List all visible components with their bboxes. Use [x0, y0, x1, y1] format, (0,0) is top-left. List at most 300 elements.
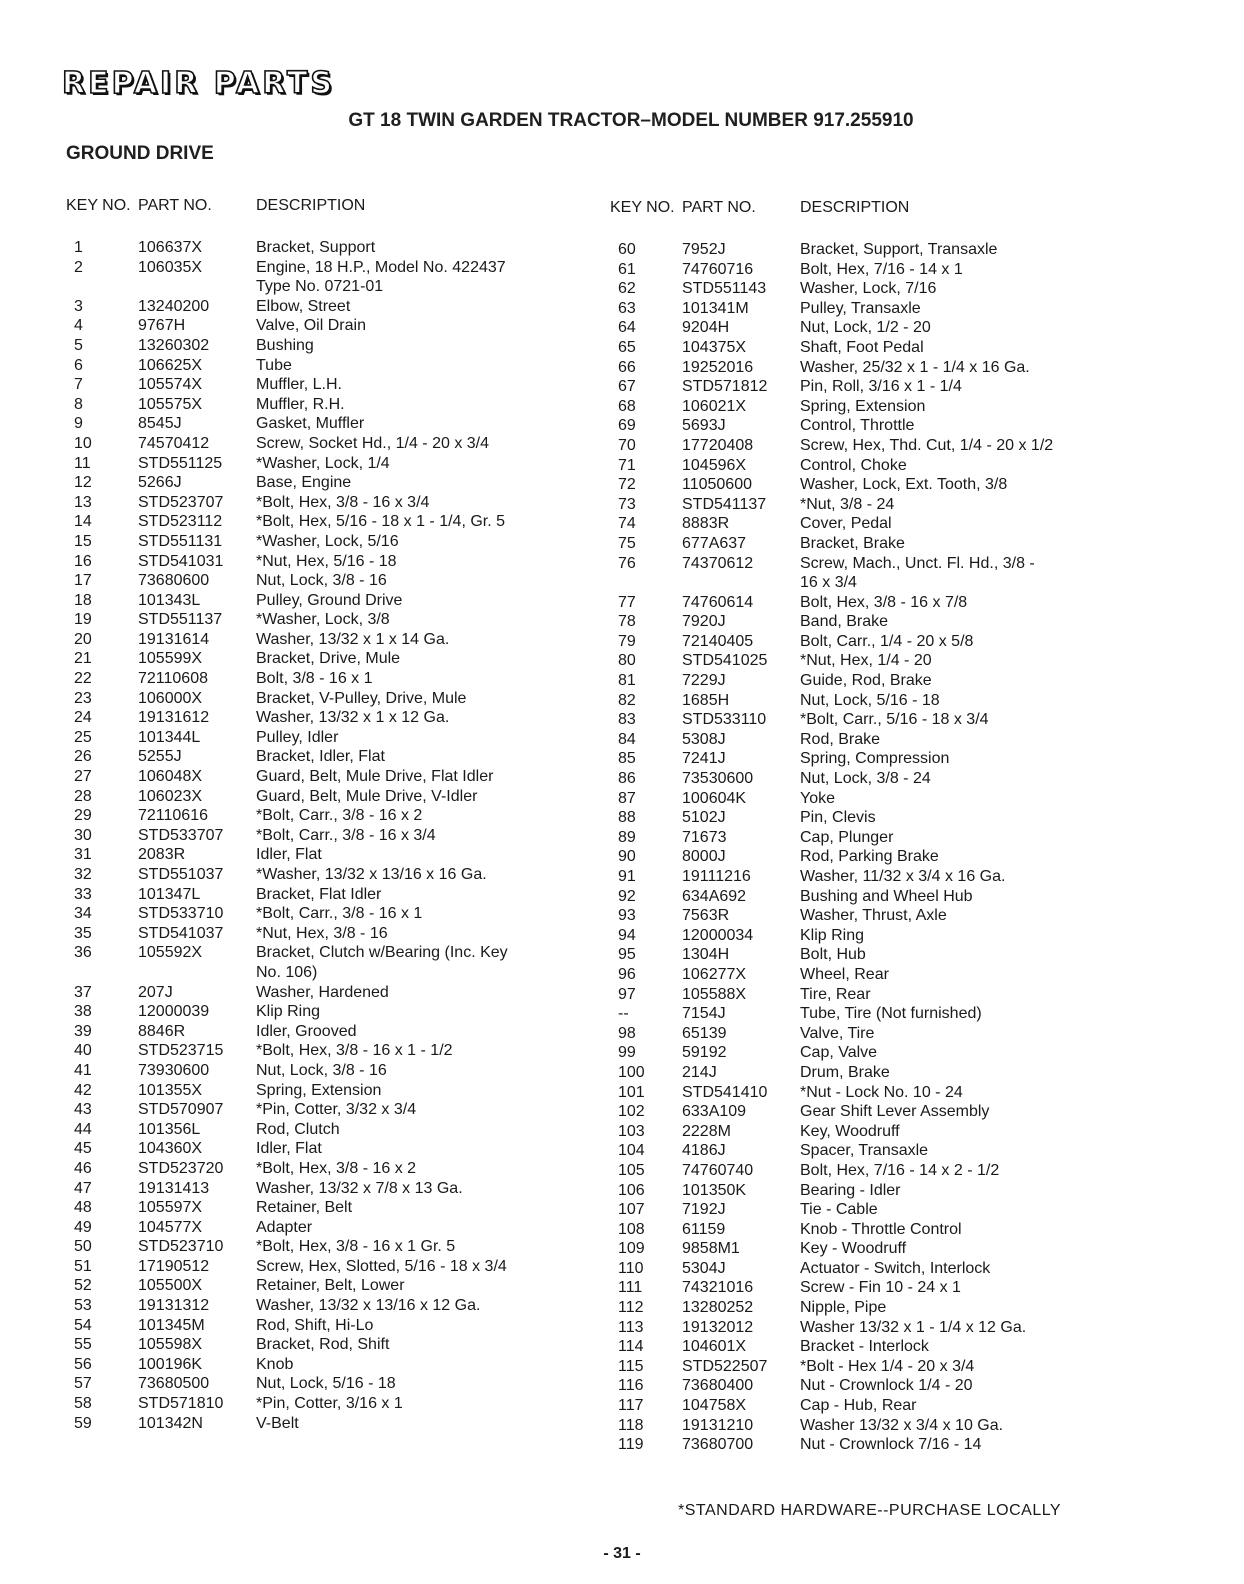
key-no-cell: 40 [74, 1042, 92, 1060]
table-row [610, 534, 1120, 554]
key-no-cell: 13 [74, 493, 92, 511]
table-row [66, 591, 566, 611]
key-no-cell: 111 [618, 1279, 643, 1297]
key-no-cell: 12 [74, 474, 92, 492]
key-no-cell: 110 [618, 1259, 644, 1277]
key-no-cell: 49 [74, 1218, 92, 1236]
part-no-cell: 101343L [138, 591, 201, 609]
description-cell: Spring, Extension [256, 1081, 382, 1099]
table-row [66, 571, 566, 591]
part-no-cell: 677A637 [682, 534, 747, 552]
description-cell: Idler, Grooved [256, 1022, 357, 1040]
parts-table-right [610, 198, 1120, 1455]
part-no-cell: 633A109 [682, 1103, 747, 1121]
key-no-cell: 42 [74, 1081, 92, 1099]
part-no-cell: 106277X [682, 965, 747, 983]
description-cell: *Bolt, Carr., 3/8 - 16 x 1 [256, 905, 423, 923]
key-no-cell: 14 [74, 513, 92, 531]
key-no-cell [610, 573, 680, 593]
key-no-cell: 5 [74, 336, 83, 354]
table-row [66, 806, 566, 826]
description-cell: Bracket, Rod, Shift [256, 1336, 390, 1354]
table-row [66, 1022, 566, 1042]
key-no-cell: 17 [74, 572, 92, 590]
key-no-cell: 63 [618, 299, 636, 317]
table-row [610, 808, 1120, 828]
part-no-cell: 73930600 [138, 1061, 210, 1079]
key-no-cell: 4 [74, 317, 83, 335]
key-no-cell: 101 [618, 1083, 645, 1101]
description-cell: Screw, Hex, Thd. Cut, 1/4 - 20 x 1/2 [800, 436, 1054, 454]
part-no-cell: 8000J [682, 848, 726, 866]
table-row [610, 1063, 1120, 1083]
part-no-cell: STD541025 [682, 652, 768, 670]
table-row [610, 475, 1120, 495]
table-row [66, 963, 566, 983]
key-no-cell: 61 [618, 260, 636, 278]
description-cell: Pulley, Ground Drive [256, 591, 403, 609]
key-no-cell: 18 [74, 591, 92, 609]
description-cell: Nut, Lock, 3/8 - 24 [800, 770, 931, 788]
key-no-cell: 1 [74, 239, 83, 256]
part-no-cell: 73680700 [682, 1436, 754, 1454]
key-no-cell: 59 [74, 1414, 92, 1432]
table-row [66, 1296, 566, 1316]
table-row [610, 1220, 1120, 1240]
part-no-cell: 214J [682, 1063, 717, 1081]
description-cell: Guard, Belt, Mule Drive, Flat Idler [256, 768, 494, 786]
part-no-cell: STD551131 [138, 532, 223, 550]
key-no-cell: 96 [618, 965, 636, 983]
table-row [610, 906, 1120, 926]
description-cell: Guide, Rod, Brake [800, 672, 932, 690]
table-row [66, 1414, 566, 1434]
table-row [610, 554, 1120, 574]
part-no-cell: 11050600 [682, 476, 752, 494]
description-cell: Bracket, Idler, Flat [256, 748, 385, 766]
description-cell: Rod, Clutch [256, 1120, 340, 1138]
description-cell: Screw - Fin 10 - 24 x 1 [800, 1279, 961, 1297]
part-no-cell: 101356L [138, 1120, 201, 1138]
key-no-cell: 51 [74, 1257, 92, 1275]
table-row [610, 416, 1120, 436]
part-no-cell: 72140405 [682, 632, 754, 650]
key-no-cell: 112 [618, 1299, 644, 1317]
table-row [610, 1004, 1120, 1024]
key-no-cell: 90 [618, 848, 636, 866]
description-cell: *Bolt, Hex, 5/16 - 18 x 1 - 1/4, Gr. 5 [256, 513, 506, 531]
table-row [610, 1337, 1120, 1357]
table-row [610, 240, 1120, 260]
part-no-cell: 7192J [682, 1201, 726, 1219]
key-no-cell: 64 [618, 319, 636, 337]
description-cell: Washer, 25/32 x 1 - 1/4 x 16 Ga. [800, 358, 1030, 376]
key-no-cell: 25 [74, 728, 92, 746]
table-row [66, 473, 566, 493]
key-no-cell: 74 [618, 515, 636, 533]
key-no-cell: 36 [74, 944, 92, 962]
table-row [66, 1081, 566, 1101]
description-cell: *Nut, Hex, 1/4 - 20 [800, 652, 932, 670]
description-cell: Retainer, Belt, Lower [256, 1277, 405, 1295]
description-cell: Klip Ring [800, 926, 865, 944]
table-row [610, 1122, 1120, 1142]
parts-table-left [66, 196, 566, 1433]
description-cell: Yoke [800, 789, 835, 807]
key-no-cell: 88 [618, 809, 636, 827]
part-no-cell: 105575X [138, 395, 203, 413]
key-no-cell: 39 [74, 1022, 92, 1040]
description-cell: Key - Woodruff [800, 1240, 907, 1258]
description-cell: Nut, Lock, 1/2 - 20 [800, 319, 931, 337]
description-header: DESCRIPTION [800, 199, 910, 216]
page-number: - 31 - [603, 1545, 641, 1562]
section-heading: GROUND DRIVE [66, 143, 214, 164]
standard-hardware-note: *STANDARD HARDWARE--PURCHASE LOCALLY [678, 1502, 1062, 1519]
description-cell: Nut - Crownlock 7/16 - 14 [800, 1436, 982, 1454]
part-no-cell: 105599X [138, 650, 203, 668]
key-no-cell: 117 [618, 1397, 644, 1415]
part-no-cell: 19131413 [138, 1179, 210, 1197]
table-row [66, 845, 566, 865]
part-no-cell: 12000039 [138, 1003, 210, 1021]
description-cell: Control, Throttle [800, 417, 915, 435]
table-row [66, 1276, 566, 1296]
part-no-cell: 8846R [138, 1022, 186, 1040]
description-cell: Cover, Pedal [800, 515, 892, 533]
key-no-cell: 95 [618, 946, 636, 964]
description-cell: Knob - Throttle Control [800, 1220, 962, 1238]
table-row [66, 493, 566, 513]
part-no-cell: 19252016 [682, 358, 754, 376]
part-no-cell: STD541410 [682, 1083, 768, 1101]
description-cell: Washer 13/32 x 1 - 1/4 x 12 Ga. [800, 1318, 1027, 1336]
part-no-cell: 106035X [138, 258, 203, 276]
description-cell: *Pin, Cotter, 3/16 x 1 [256, 1395, 403, 1413]
key-no-cell: 10 [74, 434, 92, 452]
table-row [66, 630, 566, 650]
key-no-cell: 98 [618, 1024, 636, 1042]
key-no-cell: 92 [618, 887, 636, 905]
table-row [66, 747, 566, 767]
part-no-cell: 19131612 [138, 709, 210, 727]
table-row [66, 316, 566, 336]
description-cell: Idler, Flat [256, 846, 322, 864]
part-no-cell: 74321016 [682, 1279, 754, 1297]
description-cell: Tube [256, 356, 292, 374]
table-row [610, 1239, 1120, 1259]
key-no-cell: 115 [618, 1357, 644, 1375]
table-row [610, 945, 1120, 965]
part-no-cell: 106023X [138, 787, 203, 805]
part-no-cell: 101355X [138, 1081, 203, 1099]
description-cell: Base, Engine [256, 474, 352, 492]
table-row [66, 1159, 566, 1179]
table-row [66, 434, 566, 454]
description-cell: *Bolt, Carr., 3/8 - 16 x 3/4 [256, 826, 436, 844]
description-cell: Band, Brake [800, 613, 889, 631]
key-no-cell: 55 [74, 1336, 92, 1354]
description-cell: Washer, 11/32 x 3/4 x 16 Ga. [800, 868, 1006, 885]
description-cell: Valve, Tire [800, 1024, 875, 1042]
part-no-cell: 12000034 [682, 926, 754, 944]
key-no-cell: 87 [618, 789, 636, 807]
description-cell: Bracket, Clutch w/Bearing (Inc. Key [256, 944, 508, 962]
part-no-cell: 73680500 [138, 1375, 210, 1393]
table-row [66, 649, 566, 669]
description-cell: Shaft, Foot Pedal [800, 338, 924, 356]
description-cell: *Bolt, Hex, 3/8 - 16 x 1 - 1/2 [256, 1042, 453, 1060]
table-row [66, 826, 566, 846]
description-cell: Actuator - Switch, Interlock [800, 1259, 991, 1277]
description-cell: *Bolt, Carr., 3/8 - 16 x 2 [256, 807, 423, 825]
description-cell: Washer, Lock, 7/16 [800, 280, 937, 298]
part-no-cell: STD551137 [138, 611, 223, 629]
table-row [610, 1024, 1120, 1044]
description-cell: Nut, Lock, 3/8 - 16 [256, 572, 387, 590]
key-no-cell: 27 [74, 768, 92, 786]
key-no-cell: 81 [618, 672, 636, 690]
part-no-cell: 65139 [682, 1024, 727, 1042]
part-no-cell: 106637X [138, 239, 203, 256]
description-cell: Washer, Thrust, Axle [800, 907, 947, 925]
key-no-cell: 9 [74, 415, 83, 433]
key-no-cell: 86 [618, 770, 636, 788]
table-row [66, 512, 566, 532]
repair-parts-banner: REPAIR PARTS [62, 66, 336, 101]
part-no-cell: 59192 [682, 1044, 727, 1062]
description-cell: Bolt, 3/8 - 16 x 1 [256, 670, 373, 688]
key-no-cell: 21 [74, 650, 92, 668]
description-cell: Nut, Lock, 5/16 - 18 [800, 691, 940, 709]
key-no-cell: 116 [618, 1377, 644, 1395]
part-no-cell: STD523715 [138, 1042, 224, 1060]
description-cell: Bolt, Carr., 1/4 - 20 x 5/8 [800, 632, 974, 650]
table-row [66, 1257, 566, 1277]
key-no-cell: 85 [618, 750, 636, 768]
key-no-cell: 29 [74, 807, 92, 825]
part-no-cell: 7229J [682, 672, 726, 690]
description-cell: Elbow, Street [256, 297, 351, 315]
table-row [66, 1002, 566, 1022]
key-no-cell: 62 [618, 280, 636, 298]
part-no-cell [680, 573, 800, 593]
key-no-cell: 66 [618, 358, 636, 376]
table-row [610, 1083, 1120, 1103]
key-no-cell: 32 [74, 866, 92, 883]
part-no-cell: 19131312 [138, 1297, 210, 1315]
part-no-cell: 101350K [682, 1181, 747, 1199]
table-body [610, 240, 1120, 1455]
table-row [610, 632, 1120, 652]
key-no-cell: 109 [618, 1240, 645, 1258]
key-no-cell: 84 [618, 730, 636, 748]
table-row [66, 1179, 566, 1199]
key-no-cell: 68 [618, 397, 636, 415]
key-no-cell: 100 [618, 1063, 645, 1081]
key-no-cell: 99 [618, 1044, 636, 1062]
part-no-cell: 105500X [138, 1277, 203, 1295]
description-cell: Washer, Lock, Ext. Tooth, 3/8 [800, 476, 1008, 494]
table-row [66, 1335, 566, 1355]
table-row [66, 258, 566, 278]
table-row [66, 532, 566, 552]
key-no-cell: 37 [74, 983, 92, 1001]
part-no-cell: 2228M [682, 1122, 731, 1140]
description-cell: *Washer, Lock, 1/4 [256, 454, 390, 472]
table-row [66, 277, 566, 297]
key-no-cell: 24 [74, 709, 92, 727]
part-no-cell: STD533710 [138, 905, 224, 923]
part-no-cell: 104758X [682, 1397, 747, 1415]
description-cell: Screw, Socket Hd., 1/4 - 20 x 3/4 [256, 434, 489, 452]
part-no-cell: 19131614 [138, 630, 210, 648]
table-row [66, 414, 566, 434]
key-no-cell: 15 [74, 532, 92, 550]
description-cell: Engine, 18 H.P., Model No. 422437 [256, 258, 506, 276]
key-no-cell: 34 [74, 905, 92, 923]
table-row [610, 1298, 1120, 1318]
part-no-cell: 105588X [682, 985, 747, 1003]
table-row [66, 669, 566, 689]
key-no-cell: 31 [74, 846, 92, 864]
description-cell: Spacer, Transaxle [800, 1142, 929, 1160]
page-title: GT 18 TWIN GARDEN TRACTOR–MODEL NUMBER 917.255910 [348, 110, 914, 131]
description-cell: Cap - Hub, Rear [800, 1397, 917, 1415]
key-no-cell: 16 [74, 552, 92, 570]
key-no-cell: 76 [618, 554, 636, 572]
table-row [610, 671, 1120, 691]
description-header: DESCRIPTION [256, 197, 366, 214]
part-no-header: PART NO. [138, 197, 212, 214]
description-cell: Bolt, Hex, 7/16 - 14 x 1 [800, 260, 963, 278]
key-no-cell: 30 [74, 826, 92, 844]
key-no-cell: 104 [618, 1142, 645, 1160]
part-no-cell: 74760740 [682, 1161, 754, 1179]
key-no-cell: 2 [74, 258, 83, 276]
key-no-cell: 45 [74, 1140, 92, 1158]
part-no-cell: 61159 [682, 1220, 726, 1238]
part-no-cell: STD571812 [682, 378, 768, 396]
description-cell: *Nut - Lock No. 10 - 24 [800, 1083, 963, 1101]
description-cell: Rod, Parking Brake [800, 848, 939, 866]
description-cell: Bracket, Support [256, 239, 376, 256]
description-cell: Valve, Oil Drain [256, 317, 366, 335]
table-row [610, 1435, 1120, 1455]
part-no-cell: STD523707 [138, 493, 224, 511]
table-row [610, 749, 1120, 769]
part-no-cell: 101342N [138, 1414, 203, 1432]
key-no-cell: 52 [74, 1277, 92, 1295]
part-no-cell: STD522507 [682, 1357, 768, 1375]
key-no-cell: 119 [618, 1436, 644, 1454]
description-cell: Wheel, Rear [800, 965, 889, 983]
table-row [66, 1100, 566, 1120]
part-no-cell: 73680600 [138, 572, 210, 590]
description-cell: *Nut, Hex, 3/8 - 16 [256, 924, 388, 942]
description-cell: Spring, Extension [800, 397, 926, 415]
key-no-cell: 105 [618, 1161, 645, 1179]
table-row [66, 924, 566, 944]
description-cell: Bracket, Support, Transaxle [800, 241, 998, 258]
key-no-cell: 7 [74, 376, 83, 394]
part-no-cell: 4186J [682, 1142, 726, 1160]
part-no-cell: 74370612 [682, 554, 754, 572]
table-row [610, 651, 1120, 671]
description-cell: Bracket - Interlock [800, 1338, 929, 1356]
table-row [610, 887, 1120, 907]
part-no-cell: 104577X [138, 1218, 203, 1236]
description-cell: V-Belt [256, 1414, 299, 1432]
key-no-cell: 108 [618, 1220, 645, 1238]
description-cell: *Washer, 13/32 x 13/16 x 16 Ga. [256, 866, 487, 883]
table-row [66, 728, 566, 748]
table-body [66, 238, 566, 1433]
key-no-cell: 57 [74, 1375, 92, 1393]
key-no-cell: 60 [618, 241, 636, 258]
table-row [610, 1102, 1120, 1122]
table-row [610, 926, 1120, 946]
table-row [610, 514, 1120, 534]
part-no-cell: 106021X [682, 397, 747, 415]
description-cell: Pulley, Transaxle [800, 299, 921, 317]
table-row [66, 610, 566, 630]
part-no-cell: 104596X [682, 456, 747, 474]
description-cell: *Washer, Lock, 5/16 [256, 532, 399, 550]
part-no-cell: STD571810 [138, 1395, 224, 1413]
table-row [66, 238, 566, 258]
table-row [610, 1043, 1120, 1063]
table-row [66, 1218, 566, 1238]
description-cell: Bolt, Hub [800, 946, 866, 964]
part-no-cell: STD533110 [682, 711, 767, 729]
description-cell: Bracket, Flat Idler [256, 885, 382, 903]
table-row [610, 1200, 1120, 1220]
table-row [66, 552, 566, 572]
description-cell: Bracket, Brake [800, 534, 905, 552]
key-no-cell: 41 [74, 1061, 92, 1079]
part-no-cell: STD523720 [138, 1159, 224, 1177]
key-no-cell: 26 [74, 748, 92, 766]
part-no-cell: 100604K [682, 789, 747, 807]
description-cell: Retainer, Belt [256, 1199, 353, 1217]
key-no-cell: 70 [618, 436, 636, 454]
part-no-cell: 7563R [682, 907, 730, 925]
description-cell: Bearing - Idler [800, 1181, 901, 1199]
key-no-cell: 48 [74, 1199, 92, 1217]
key-no-cell: 94 [618, 926, 636, 944]
description-cell: *Pin, Cotter, 3/32 x 3/4 [256, 1101, 417, 1119]
description-cell: *Bolt - Hex 1/4 - 20 x 3/4 [800, 1357, 975, 1375]
part-no-cell [136, 963, 256, 983]
key-no-cell: 89 [618, 828, 636, 846]
description-cell: Washer, 13/32 x 13/16 x 12 Ga. [256, 1297, 481, 1315]
description-cell: *Nut, Hex, 5/16 - 18 [256, 552, 397, 570]
part-no-cell: 72110616 [138, 807, 208, 825]
part-no-cell: 104601X [682, 1338, 747, 1356]
description-cell: *Nut, 3/8 - 24 [800, 495, 895, 513]
key-no-cell: 6 [74, 356, 83, 374]
key-no-cell [66, 277, 136, 297]
table-row [610, 260, 1120, 280]
key-no-cell: 75 [618, 534, 636, 552]
table-row [66, 983, 566, 1003]
table-row [66, 1237, 566, 1257]
description-cell: Rod, Shift, Hi-Lo [256, 1316, 374, 1334]
table-row [66, 1394, 566, 1414]
description-cell: Nut, Lock, 3/8 - 16 [256, 1061, 387, 1079]
table-row [610, 1376, 1120, 1396]
